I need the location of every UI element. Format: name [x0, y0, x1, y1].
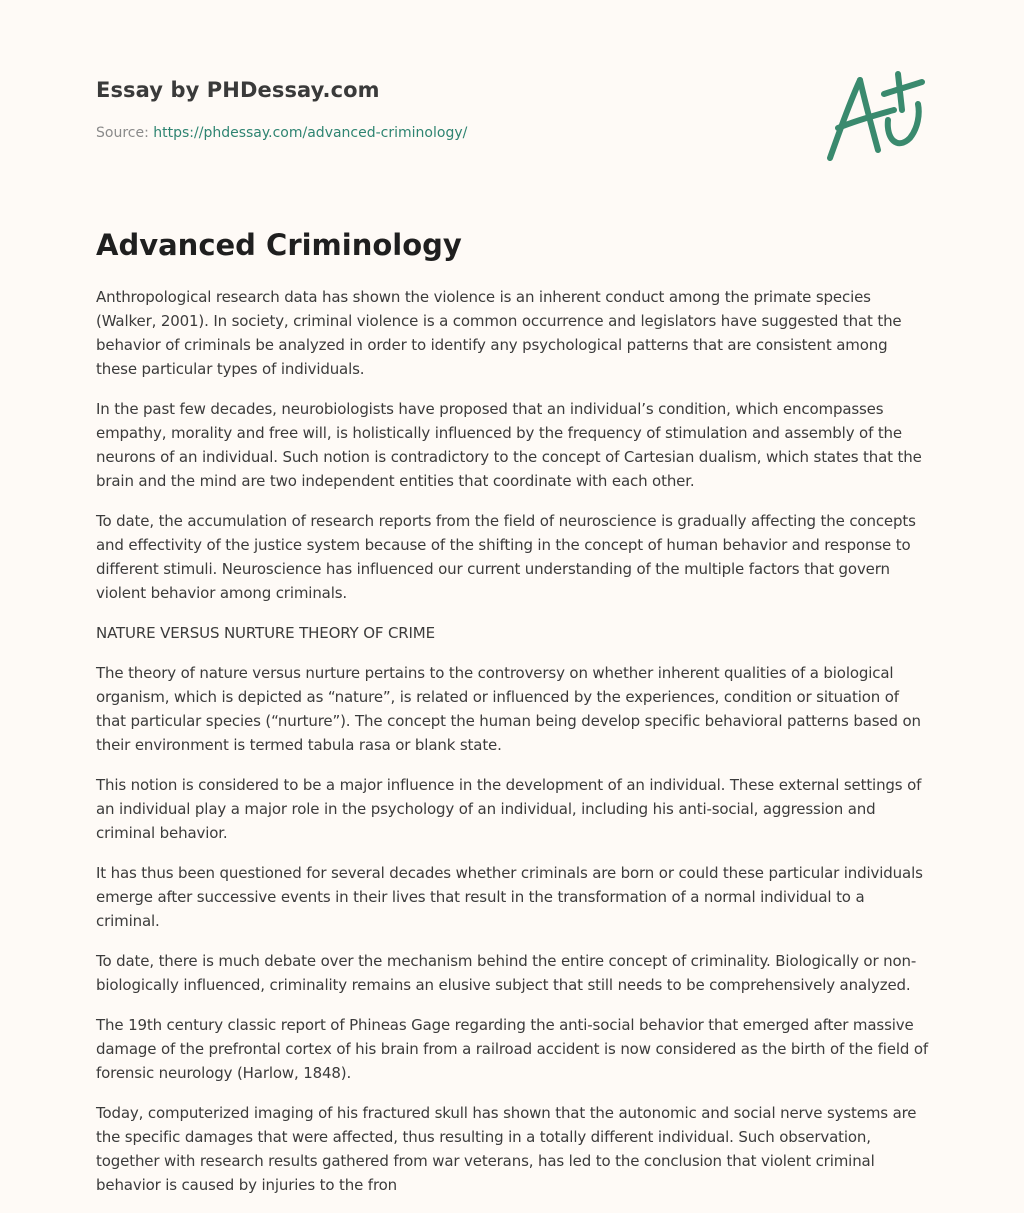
- paragraph: In the past few decades, neurobiologists have proposed that an individual’s condition, which encompasses empathy, morality and free will, is holistically influenced by the frequency of stimulation and assembly of the neurons of an individual. Such notion is contradictory to the concept of Cartesian dualism, which states that the brain and the mind are two independent entities that coordinate with each other.: [96, 400, 922, 490]
- paragraph: Today, computerized imaging of his fractured skull has shown that the autonomic and social nerve systems are the specific damages that were affected, thus resulting in a totally different individual. Such observation, together with research results gathered from war veterans, has led to the conclusion that violent criminal behavior is caused by injuries to the fron: [96, 1104, 917, 1194]
- page-title: Advanced Criminology: [96, 228, 462, 262]
- paragraph: It has thus been questioned for several decades whether criminals are born or could these particular individuals emerge after successive events in their lives that result in the transformation of a normal individual to a criminal.: [96, 864, 923, 930]
- paragraph: To date, there is much debate over the mechanism behind the entire concept of criminality. Biologically or non-biologically influenced, criminality remains an elusive subject that still needs to be comprehensively analyzed.: [96, 952, 917, 994]
- source-link[interactable]: https://phdessay.com/advanced-criminology/: [153, 125, 468, 141]
- section-heading: NATURE VERSUS NURTURE THEORY OF CRIME: [96, 624, 435, 642]
- essay-body: [96, 285, 930, 1213]
- essay-header: [96, 76, 796, 142]
- paragraph: This notion is considered to be a major influence in the development of an individual. These external settings of an individual play a major role in the psychology of an individual, including his anti-social, aggression and criminal behavior.: [96, 776, 922, 842]
- paragraph: To date, the accumulation of research reports from the field of neuroscience is gradually affecting the concepts and effectivity of the justice system because of the shifting in the concept of human behavior and response to different stimuli. Neuroscience has influenced our current understanding of the multiple factors that govern violent behavior among criminals.: [96, 512, 916, 602]
- source-line: [96, 124, 796, 142]
- paragraph: The 19th century classic report of Phineas Gage regarding the anti-social behavior that emerged after massive damage of the prefrontal cortex of his brain from a railroad accident is now considered as the birth of the field of forensic neurology (Harlow, 1848).: [96, 1016, 928, 1082]
- a-plus-grade-icon: [822, 66, 932, 166]
- site-brand: Essay by PHDessay.com: [96, 78, 380, 102]
- source-label: Source:: [96, 125, 154, 141]
- a-plus-logo-svg: [822, 66, 932, 166]
- paragraph: The theory of nature versus nurture pertains to the controversy on whether inherent qualities of a biological organism, which is depicted as “nature”, is related or influenced by the experiences, condition or situation of that particular species (“nurture”). The concept the human being develop specific behavioral patterns based on their environment is termed tabula rasa or blank state.: [96, 664, 921, 754]
- paragraph: Anthropological research data has shown the violence is an inherent conduct among the primate species (Walker, 2001). In society, criminal violence is a common occurrence and legislators have suggested that the behavior of criminals be analyzed in order to identify any psychological patterns that are consistent among these particular types of individuals.: [96, 288, 902, 378]
